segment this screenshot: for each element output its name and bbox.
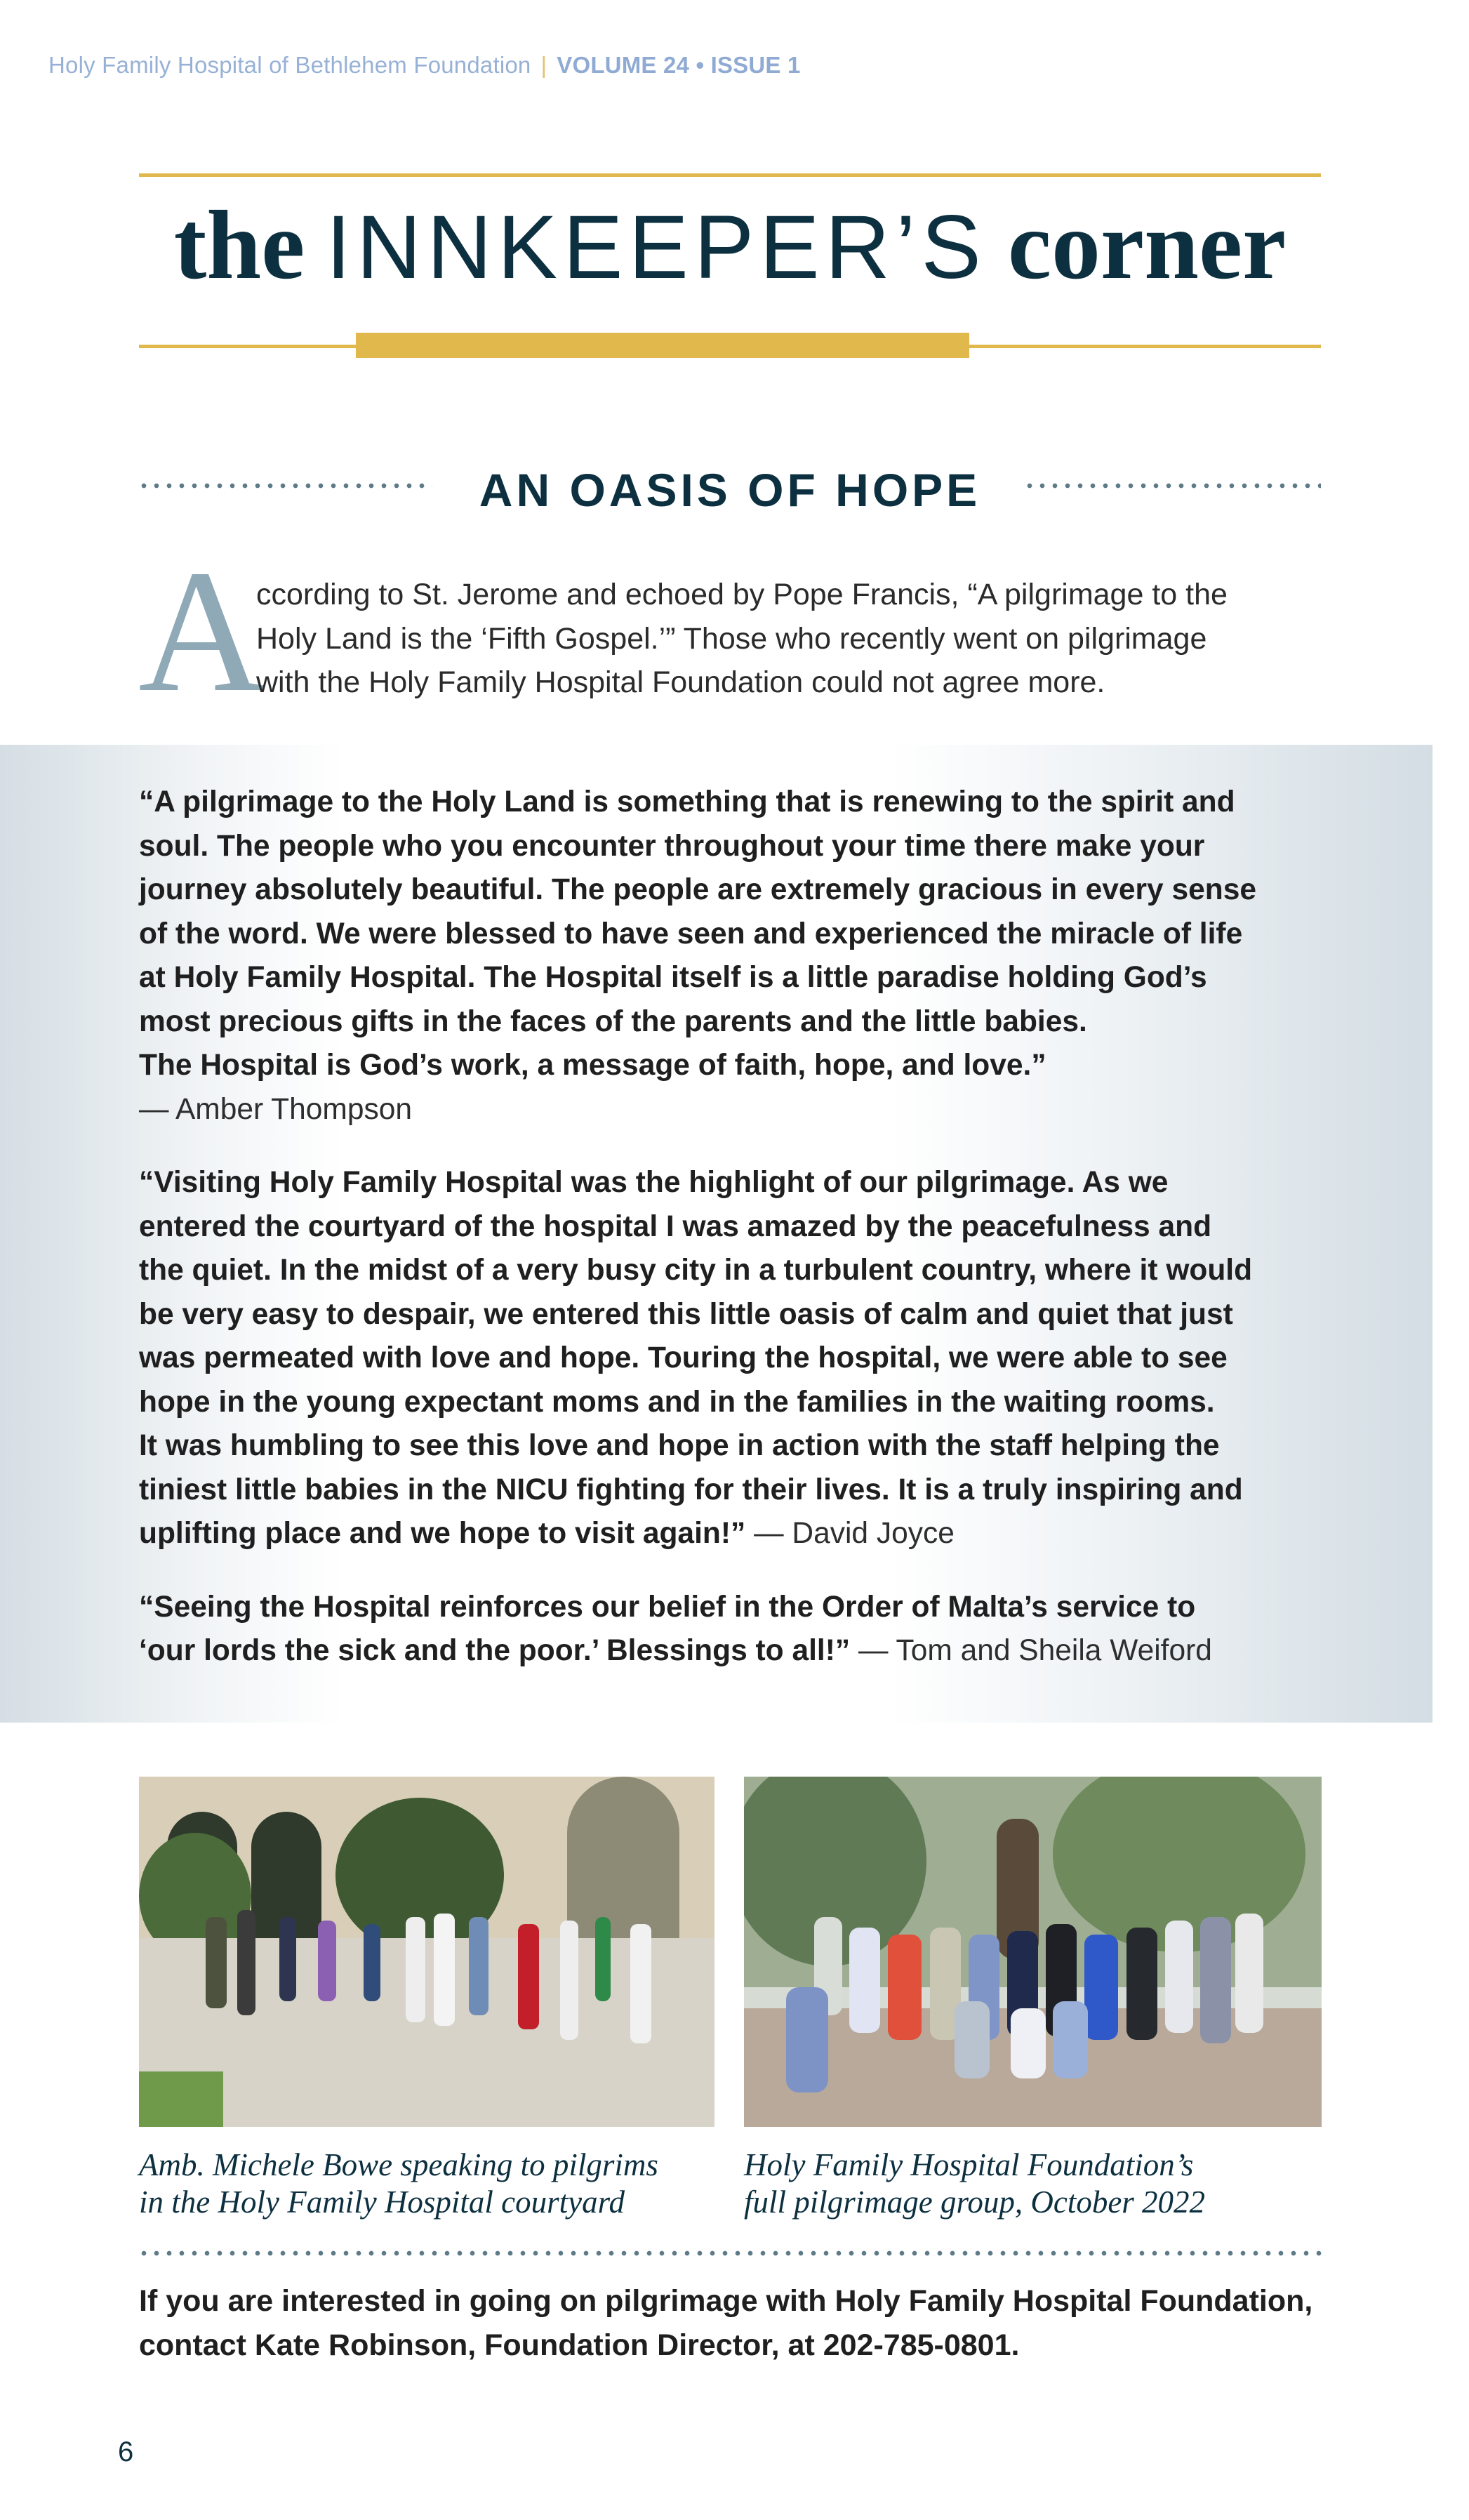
- quote-line: It was humbling to see this love and hope in action with the staff helping the: [139, 1429, 1220, 1462]
- quote-line: ‘our lords the sick and the poor.’ Blessings to all!”: [139, 1634, 851, 1667]
- quote-line: at Holy Family Hospital. The Hospital itself is a little paradise holding God’s: [139, 961, 1207, 994]
- article-title: AN OASIS OF HOPE: [479, 464, 981, 516]
- quote-line: was permeated with love and hope. Touring the hospital, we were able to see: [139, 1341, 1228, 1374]
- dotted-divider-footer: [138, 2250, 1324, 2256]
- masthead-top-rule: [139, 173, 1321, 177]
- intro-line: Holy Land is the ‘Fifth Gospel.’” Those who recently went on pilgrimage: [256, 621, 1207, 656]
- caption-line: full pilgrimage group, October 2022: [744, 2184, 1206, 2220]
- masthead-accent-bar: [356, 333, 969, 358]
- testimonials: [139, 781, 1367, 1703]
- photo-courtyard: [139, 1777, 714, 2127]
- photo-group: [744, 1777, 1322, 2127]
- masthead-word-innkeepers: INNKEEPER’S: [326, 197, 987, 298]
- quote-line: journey absolutely beautiful. The people are extremely gracious in every sense: [139, 873, 1256, 906]
- contact-line: If you are interested in going on pilgrimage with Holy Family Hospital Foundation,: [139, 2284, 1313, 2318]
- quote-line: tiniest little babies in the NICU fighting for their lives. It is a truly inspiring and: [139, 1473, 1243, 1506]
- quote-line: “Seeing the Hospital reinforces our belief in the Order of Malta’s service to: [139, 1590, 1196, 1624]
- quote-line: the quiet. In the midst of a very busy city in a turbulent country, where it would: [139, 1254, 1253, 1287]
- quote-attribution: — Tom and Sheila Weiford: [858, 1634, 1212, 1667]
- quote-line: of the word. We were blessed to have seen and experienced the miracle of life: [139, 917, 1243, 950]
- contact-paragraph: [139, 2279, 1374, 2367]
- intro-line: with the Holy Family Hospital Foundation could not agree more.: [256, 665, 1105, 699]
- page-number: 6: [118, 2436, 134, 2467]
- testimonial-david-joyce: [139, 1161, 1367, 1556]
- quote-line: “A pilgrimage to the Holy Land is something that is renewing to the spirit and: [139, 785, 1235, 818]
- quote-line: “Visiting Holy Family Hospital was the highlight of our pilgrimage. As we: [139, 1166, 1169, 1199]
- caption-line: Amb. Michele Bowe speaking to pilgrims: [139, 2147, 658, 2182]
- volume-issue: VOLUME 24 • ISSUE 1: [557, 52, 801, 78]
- quote-line: The Hospital is God’s work, a message of faith, hope, and love.”: [139, 1049, 1046, 1082]
- running-header: [48, 52, 801, 79]
- caption-line: Holy Family Hospital Foundation’s: [744, 2147, 1194, 2182]
- testimonial-amber-thompson: [139, 781, 1367, 1132]
- courtyard-photo-image: [139, 1777, 714, 2127]
- quote-line: uplifting place and we hope to visit again!”: [139, 1517, 746, 1550]
- masthead-title: [139, 191, 1321, 300]
- masthead-word-the: the: [173, 191, 305, 300]
- quote-line: hope in the young expectant moms and in the families in the waiting rooms.: [139, 1385, 1215, 1419]
- intro-paragraph: [256, 573, 1323, 705]
- quote-line: be very easy to despair, we entered this little oasis of calm and quiet that just: [139, 1297, 1233, 1331]
- caption-line: in the Holy Family Hospital courtyard: [139, 2184, 625, 2220]
- drop-cap: A: [138, 534, 265, 729]
- quote-attribution: — David Joyce: [754, 1517, 955, 1550]
- quote-line: most precious gifts in the faces of the parents and the little babies.: [139, 1004, 1087, 1038]
- testimonial-weiford: [139, 1586, 1367, 1673]
- dotted-divider-left: [138, 483, 432, 489]
- quote-line: soul. The people who you encounter throughout your time there make your: [139, 829, 1205, 863]
- intro-line: ccording to St. Jerome and echoed by Pope Francis, “A pilgrimage to the: [256, 578, 1228, 611]
- group-photo-image: [744, 1777, 1322, 2127]
- masthead-word-corner: corner: [1007, 191, 1287, 300]
- header-separator: |: [540, 52, 547, 78]
- publication-name: Holy Family Hospital of Bethlehem Foundation: [48, 52, 531, 78]
- contact-line: contact Kate Robinson, Foundation Director, at 202-785-0801.: [139, 2328, 1020, 2362]
- photo-caption-group: [744, 2147, 1327, 2221]
- photo-caption-courtyard: [139, 2147, 722, 2221]
- dotted-divider-right: [1023, 483, 1321, 489]
- quote-line: entered the courtyard of the hospital I was amazed by the peacefulness and: [139, 1209, 1212, 1243]
- quote-attribution: — Amber Thompson: [139, 1092, 412, 1126]
